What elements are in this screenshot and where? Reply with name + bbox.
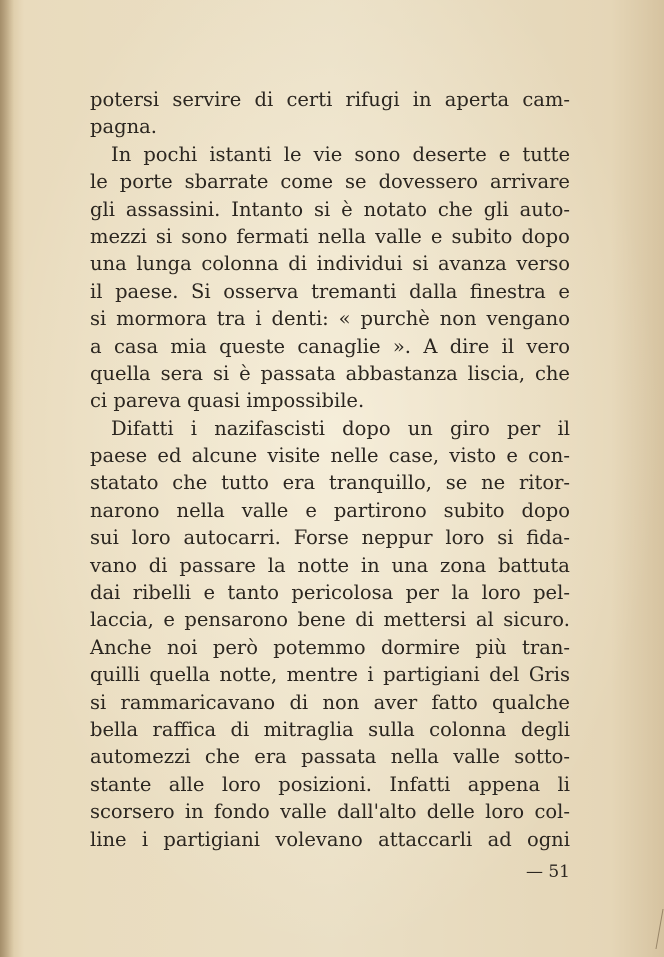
word: auto- bbox=[519, 197, 570, 221]
word: si bbox=[412, 252, 429, 276]
word: noi bbox=[167, 635, 198, 659]
word: tutte bbox=[522, 142, 570, 166]
word: in bbox=[184, 800, 204, 824]
word: è bbox=[341, 197, 353, 221]
word: pochi bbox=[143, 142, 198, 166]
word: che bbox=[534, 361, 570, 385]
word: zona bbox=[440, 553, 487, 577]
word: subito bbox=[451, 224, 513, 248]
word: si bbox=[212, 361, 230, 385]
text-line bbox=[90, 579, 570, 606]
word: il bbox=[90, 279, 103, 303]
word: vie bbox=[313, 142, 343, 166]
word: partigiani bbox=[163, 827, 261, 851]
word: fida- bbox=[526, 526, 570, 550]
word: istanti bbox=[209, 142, 272, 166]
word: gli bbox=[483, 197, 509, 221]
text-line bbox=[90, 415, 570, 442]
text-line bbox=[90, 442, 570, 469]
word: dopo bbox=[342, 416, 391, 440]
word: sulla bbox=[368, 717, 415, 741]
word: mezzi bbox=[90, 224, 147, 248]
word: era bbox=[282, 471, 316, 495]
word: loro bbox=[485, 800, 525, 824]
word: e bbox=[305, 498, 317, 522]
word: dopo bbox=[521, 498, 570, 522]
word: e bbox=[163, 608, 175, 632]
word: pensarono bbox=[184, 608, 288, 632]
word: line bbox=[90, 827, 127, 851]
word: sbarrate bbox=[184, 170, 269, 194]
word: il bbox=[501, 334, 515, 358]
word: tran- bbox=[522, 635, 570, 659]
word: fondo bbox=[214, 800, 270, 824]
text-line bbox=[90, 305, 570, 332]
word: rammaricavano bbox=[120, 690, 276, 714]
word: abbastanza bbox=[345, 361, 458, 385]
word: e bbox=[558, 279, 570, 303]
word: si bbox=[90, 307, 107, 331]
text-line bbox=[90, 86, 570, 113]
text-line bbox=[90, 360, 570, 387]
word: arrivare bbox=[489, 170, 570, 194]
word: la bbox=[267, 553, 286, 577]
word: di bbox=[288, 252, 308, 276]
word: liscia, bbox=[467, 361, 526, 385]
word: scorsero bbox=[90, 800, 175, 824]
word: vano bbox=[90, 553, 137, 577]
text-line bbox=[90, 689, 570, 716]
word: deserte bbox=[412, 142, 487, 166]
text-line: ci pareva quasi impossibile. bbox=[90, 389, 365, 413]
text-line bbox=[90, 798, 570, 825]
word: tutto bbox=[221, 471, 269, 495]
word: la bbox=[451, 581, 470, 605]
word: era bbox=[254, 745, 287, 769]
word: i bbox=[255, 307, 262, 331]
word: nelle bbox=[330, 444, 379, 468]
word: dai bbox=[90, 581, 121, 605]
word: un bbox=[407, 416, 433, 440]
word: Anche bbox=[90, 635, 152, 659]
word: mitraglia bbox=[263, 717, 354, 741]
text-line bbox=[90, 524, 570, 551]
word: laccia, bbox=[90, 608, 154, 632]
word: aver bbox=[373, 690, 418, 714]
word: non bbox=[439, 307, 477, 331]
word: ad bbox=[487, 827, 512, 851]
word: ritor- bbox=[518, 471, 570, 495]
word: canaglie bbox=[297, 334, 381, 358]
word: « bbox=[338, 307, 351, 331]
word: Intanto bbox=[231, 197, 304, 221]
page-number: — 51 bbox=[525, 862, 570, 882]
word: tanto bbox=[227, 581, 279, 605]
word: posizioni. bbox=[278, 772, 372, 796]
word: stante bbox=[90, 772, 152, 796]
binding-shadow bbox=[0, 0, 14, 957]
word: loro bbox=[131, 526, 171, 550]
word: si bbox=[155, 224, 173, 248]
word: delle bbox=[426, 800, 475, 824]
word: alle bbox=[168, 772, 205, 796]
word: assassini. bbox=[125, 197, 221, 221]
word: battuta bbox=[498, 553, 570, 577]
word: si bbox=[314, 197, 331, 221]
word: colonna bbox=[429, 717, 507, 741]
word: avanza bbox=[438, 252, 507, 276]
word: ogni bbox=[526, 827, 570, 851]
word: del bbox=[489, 663, 520, 687]
page-edge-mark bbox=[645, 909, 663, 949]
word: con- bbox=[528, 444, 570, 468]
word: partigiani bbox=[383, 663, 480, 687]
word: nella bbox=[317, 224, 366, 248]
word: di bbox=[148, 553, 168, 577]
word: valle bbox=[241, 498, 289, 522]
word: Forse bbox=[293, 526, 349, 550]
text-line bbox=[90, 606, 570, 633]
word: valle bbox=[453, 745, 500, 769]
text-line bbox=[90, 552, 570, 579]
word: dovessero bbox=[378, 170, 478, 194]
word: rifugi bbox=[345, 88, 400, 111]
word: ne bbox=[481, 471, 506, 495]
word: notato bbox=[363, 197, 427, 221]
word: le bbox=[283, 142, 302, 166]
word: li bbox=[557, 772, 570, 796]
word: neppur bbox=[361, 526, 433, 550]
word: denti: bbox=[271, 307, 329, 331]
word: mormora bbox=[116, 307, 207, 331]
word: nella bbox=[390, 745, 439, 769]
text-line bbox=[90, 278, 570, 305]
word: che bbox=[204, 745, 240, 769]
word: ribelli bbox=[132, 581, 192, 605]
word: passare bbox=[179, 553, 256, 577]
word: passata bbox=[301, 745, 377, 769]
word: A bbox=[423, 334, 438, 358]
text-line bbox=[90, 497, 570, 524]
word: una bbox=[391, 553, 429, 577]
word: però bbox=[212, 635, 258, 659]
text-line bbox=[90, 333, 570, 360]
word: è bbox=[239, 361, 251, 385]
word: pericolosa bbox=[291, 581, 394, 605]
word: vengano bbox=[486, 307, 570, 331]
word: visite bbox=[267, 444, 321, 468]
word: sicuro. bbox=[503, 608, 570, 632]
word: più bbox=[475, 635, 507, 659]
word: sono bbox=[181, 224, 228, 248]
word: le bbox=[90, 170, 108, 194]
word: cam- bbox=[522, 88, 570, 111]
word: non bbox=[322, 690, 360, 714]
word: vero bbox=[526, 334, 570, 358]
word: autocarri. bbox=[183, 526, 281, 550]
word: appena bbox=[467, 772, 541, 796]
word: notte, bbox=[219, 663, 278, 687]
word: loro bbox=[221, 772, 261, 796]
word: col- bbox=[534, 800, 570, 824]
word: quilli bbox=[90, 663, 140, 687]
word: queste bbox=[219, 334, 286, 358]
text-line bbox=[90, 826, 570, 853]
word: paese bbox=[90, 444, 148, 468]
word: ». bbox=[392, 334, 412, 358]
word: ed bbox=[157, 444, 182, 468]
word: fatto bbox=[431, 690, 478, 714]
word: loro bbox=[481, 581, 521, 605]
word: bene bbox=[297, 608, 346, 632]
word: notte bbox=[297, 553, 350, 577]
text-line: pagna. bbox=[90, 115, 157, 139]
word: fermati bbox=[236, 224, 309, 248]
word: e bbox=[506, 444, 518, 468]
word: certi bbox=[286, 88, 333, 111]
text-line bbox=[90, 469, 570, 496]
word: Difatti bbox=[111, 416, 174, 440]
word: osserva bbox=[223, 279, 299, 303]
word: servire bbox=[172, 88, 242, 111]
text-line bbox=[90, 196, 570, 223]
word: casa bbox=[113, 334, 159, 358]
word: in bbox=[412, 88, 432, 111]
word: mettersi bbox=[383, 608, 467, 632]
word: sono bbox=[354, 142, 401, 166]
word: nazifascisti bbox=[214, 416, 325, 440]
word: dall'alto bbox=[337, 800, 417, 824]
word: se bbox=[445, 471, 468, 495]
text-line bbox=[90, 716, 570, 743]
word: volevano bbox=[275, 827, 363, 851]
word: Infatti bbox=[389, 772, 451, 796]
word: potemmo bbox=[273, 635, 366, 659]
word: che bbox=[172, 471, 208, 495]
word: di bbox=[230, 717, 250, 741]
word: si bbox=[90, 690, 107, 714]
word: lunga bbox=[136, 252, 192, 276]
word: e bbox=[498, 142, 511, 166]
word: narono bbox=[90, 498, 160, 522]
word: quella bbox=[90, 361, 151, 385]
word: dopo bbox=[521, 224, 570, 248]
word: gli bbox=[90, 197, 115, 221]
word: che bbox=[437, 197, 473, 221]
word: case, bbox=[388, 444, 440, 468]
word: loro bbox=[445, 526, 485, 550]
text-line bbox=[90, 634, 570, 661]
word: attaccarli bbox=[378, 827, 473, 851]
word: raffica bbox=[152, 717, 217, 741]
word: tremanti bbox=[311, 279, 397, 303]
word: i bbox=[367, 663, 374, 687]
word: per bbox=[506, 416, 541, 440]
word: subito bbox=[443, 498, 505, 522]
word: pel- bbox=[533, 581, 570, 605]
word: aperta bbox=[444, 88, 510, 111]
text-line bbox=[90, 168, 570, 195]
text-line bbox=[90, 223, 570, 250]
word: e bbox=[203, 581, 215, 605]
word: per bbox=[405, 581, 439, 605]
word: verso bbox=[516, 252, 570, 276]
word: in bbox=[360, 553, 380, 577]
word: giro bbox=[450, 416, 490, 440]
word: i bbox=[141, 827, 149, 851]
word: si bbox=[497, 526, 514, 550]
text-line bbox=[90, 771, 570, 798]
word: automezzi bbox=[90, 745, 191, 769]
word: se bbox=[345, 170, 367, 194]
word: purchè bbox=[360, 307, 430, 331]
text-line bbox=[90, 743, 570, 770]
word: visto bbox=[449, 444, 497, 468]
word: alcune bbox=[191, 444, 258, 468]
word: valle bbox=[280, 800, 327, 824]
word: una bbox=[90, 252, 127, 276]
word: In bbox=[111, 142, 132, 166]
word: valle bbox=[375, 224, 422, 248]
text-line bbox=[90, 661, 570, 688]
word: finestra bbox=[469, 279, 546, 303]
word: qualche bbox=[492, 690, 570, 714]
word: passata bbox=[260, 361, 336, 385]
word: colonna bbox=[201, 252, 279, 276]
word: sotto- bbox=[514, 745, 570, 769]
text-line bbox=[90, 141, 570, 168]
text-line bbox=[90, 250, 570, 277]
word: a bbox=[90, 334, 102, 358]
word: mentre bbox=[286, 663, 358, 687]
word: dalla bbox=[409, 279, 458, 303]
word: il bbox=[557, 416, 570, 440]
word: di bbox=[289, 690, 309, 714]
word: degli bbox=[520, 717, 570, 741]
word: come bbox=[280, 170, 334, 194]
word: di bbox=[355, 608, 374, 632]
word: quella bbox=[149, 663, 211, 687]
word: dire bbox=[449, 334, 490, 358]
word: al bbox=[475, 608, 494, 632]
word: i bbox=[190, 416, 198, 440]
word: tranquillo, bbox=[328, 471, 432, 495]
word: individui bbox=[316, 252, 403, 276]
word: sui bbox=[90, 526, 119, 550]
word: dormire bbox=[380, 635, 461, 659]
body-text bbox=[90, 86, 570, 853]
word: e bbox=[430, 224, 443, 248]
word: nella bbox=[176, 498, 225, 522]
word: bella bbox=[90, 717, 139, 741]
word: mia bbox=[170, 334, 207, 358]
word: statato bbox=[90, 471, 159, 495]
word: Si bbox=[191, 279, 211, 303]
word: Gris bbox=[528, 663, 570, 687]
word: sera bbox=[160, 361, 204, 385]
word: partirono bbox=[333, 498, 427, 522]
word: porte bbox=[119, 170, 173, 194]
word: potersi bbox=[90, 88, 160, 111]
word: tra bbox=[216, 307, 246, 331]
word: di bbox=[254, 88, 274, 111]
word: paese. bbox=[115, 279, 179, 303]
